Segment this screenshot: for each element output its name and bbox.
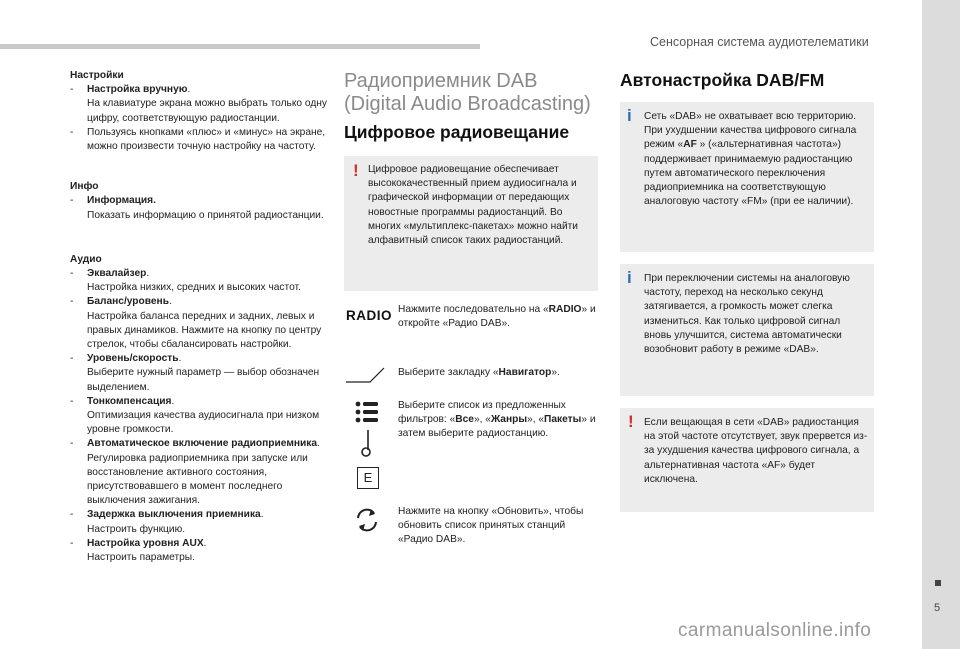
info-text-part: » («альтернативная частота») поддерживает принимаемую радиостанцию путем автоматического переключения радиоприемника на соответствующую аналоговую частоту «FM» (при ее наличии). [644, 139, 854, 208]
refresh-icon [354, 507, 380, 533]
step-text: Нажмите на кнопку «Обновить», чтобы обновить список принятых станций «Радио DAB». [398, 506, 584, 546]
warning-text: Если вещающая в сети «DAB» радиостанция на этой частоте отсутствует, звук прервется из-за ухудшения качества цифрового сигнала, а альтернативная частота «AF» будет исключена. [644, 417, 868, 485]
item-desc: Настройка баланса передних и задних, левых и правых динамиков. Нажмите на кнопку по центру стрелок, чтобы сбалансировать настройки. [87, 310, 322, 351]
warning-box-dab [344, 156, 598, 291]
step-key: Все [455, 414, 474, 426]
section-main-title: Радиоприемник DAB (Digital Audio Broadcasting) [344, 70, 591, 115]
step-text-part: » и затем выберите радиостанцию. [398, 414, 596, 440]
item-desc: Настроить функцию. [87, 523, 186, 535]
item-title: Уровень/скорость [87, 353, 179, 365]
info-text: При переключении системы на аналоговую частоту, переход на несколько секунд затягивается, а громкость может слегка измениться. Как только цифровой сигнал вновь улучшится, система автоматически возобновит работу в режиме «DAB». [644, 273, 850, 356]
item-dash: - [70, 509, 74, 521]
item-title: Настройка вручную [87, 84, 188, 96]
list-item [70, 295, 330, 352]
page-header-title: Сенсорная система аудиотелематики [650, 35, 869, 49]
section-subtitle: Цифровое радиовещание [344, 122, 570, 142]
list-item [70, 83, 330, 126]
item-desc: Пользуясь кнопками «плюс» и «минус» на экране, можно произвести точную настройку на частоту. [87, 126, 326, 153]
settings-heading: Настройки [70, 70, 124, 81]
radio-icon: RADIO [346, 308, 392, 323]
list-item [70, 352, 330, 395]
item-desc: Оптимизация качества аудиосигнала при низком уровне громкости. [87, 410, 320, 436]
item-punct: . [171, 395, 175, 407]
step-text-part: Выберите список из предложенных фильтров: « [398, 400, 566, 426]
item-desc: Настройка низких, средних и высоких частот. [87, 282, 301, 294]
item-title: Настройка уровня AUX [87, 537, 204, 549]
list-item [70, 437, 330, 508]
warning-icon: ! [628, 412, 634, 431]
step-text [398, 366, 598, 380]
list-item [70, 395, 330, 438]
item-punct: . [260, 509, 264, 521]
list-item [70, 267, 330, 295]
item-title: Задержка выключения приемника [87, 509, 261, 521]
package-icon: E [357, 467, 379, 489]
step-text-part: » и откройте «Радио DAB». [398, 304, 596, 330]
step-text-part: ». [551, 367, 560, 378]
step-text-part: », « [473, 414, 491, 426]
section-marker [935, 580, 941, 586]
item-title: Тонкомпенсация [87, 395, 172, 407]
item-title: Эквалайзер [87, 268, 147, 280]
item-punct: . [203, 537, 207, 549]
item-dash: - [70, 84, 74, 96]
right-section-title: Автонастройка DAB/FM [620, 70, 825, 90]
item-desc: Показать информацию о принятой радиостанции. [87, 209, 324, 221]
info-key: AF [683, 139, 697, 151]
audio-heading: Аудио [70, 253, 102, 265]
item-dash: - [70, 296, 74, 308]
item-dash: - [70, 126, 74, 138]
item-punct: . [168, 296, 172, 308]
warning-text: Цифровое радиовещание обеспечивает высококачественный прием аудиосигнала и графической информации от передающих новостные программы радиостанций. Во многих «мультиплекс-пакетах» можно найти алфавитный список таких радиостанций. [368, 164, 578, 247]
item-dash: - [70, 438, 74, 450]
item-desc: Регулировка радиоприемника при запуске или восстановление активного состояния, присутствовавшего в момент последнего выключения зажигания. [87, 452, 308, 507]
item-title: Информация. [87, 195, 156, 207]
item-dash: - [70, 395, 74, 407]
warning-box-af [620, 408, 874, 512]
list-item [70, 126, 330, 154]
step-text [398, 303, 598, 331]
info-heading: Инфо [70, 181, 99, 193]
step-key: Навигатор [498, 367, 552, 378]
item-desc: Выберите нужный параметр — выбор обозначен выделением. [87, 367, 320, 393]
item-title: Автоматическое включение радиоприемника [87, 438, 318, 450]
item-punct: . [317, 438, 320, 450]
list-icon [354, 400, 380, 424]
item-punct: . [146, 268, 150, 280]
step-key: Жанры [490, 414, 528, 426]
item-punct: . [187, 84, 191, 96]
item-desc: Настроить параметры. [87, 552, 195, 564]
list-item [70, 537, 330, 565]
header-rule [0, 44, 480, 49]
list-item [70, 194, 330, 222]
item-dash: - [70, 353, 74, 365]
step-text-part: Нажмите последовательно на « [398, 304, 549, 315]
step-text-part: », « [527, 414, 545, 426]
item-title: Баланс/уровень [87, 296, 169, 308]
info-icon: i [627, 106, 632, 125]
step-text [398, 399, 598, 442]
step-key: Пакеты [544, 414, 582, 426]
step-key: RADIO [548, 304, 582, 315]
list-item [70, 508, 330, 536]
left-column [70, 69, 330, 565]
item-desc: На клавиатуре экрана можно выбрать только одну цифру, соответствующую радиостанции. [87, 98, 328, 124]
info-box-switch [620, 264, 874, 396]
info-text-part: Сеть «DAB» не охватывает всю территорию. При ухудшении качества цифрового сигнала режим « [644, 111, 857, 151]
item-dash: - [70, 195, 74, 207]
info-text [644, 110, 868, 209]
item-punct: . [178, 353, 182, 365]
side-strip [922, 0, 960, 649]
info-icon: i [627, 268, 632, 287]
music-note-icon [360, 428, 376, 458]
warning-icon: ! [353, 161, 359, 180]
item-dash: - [70, 268, 74, 280]
step-text-part: Выберите закладку « [398, 367, 499, 378]
navigator-tab-icon [344, 366, 390, 384]
item-dash: - [70, 537, 74, 549]
watermark: carmanualsonline.info [678, 620, 872, 641]
page-number: 5 [934, 602, 941, 614]
info-box-af [620, 102, 874, 252]
